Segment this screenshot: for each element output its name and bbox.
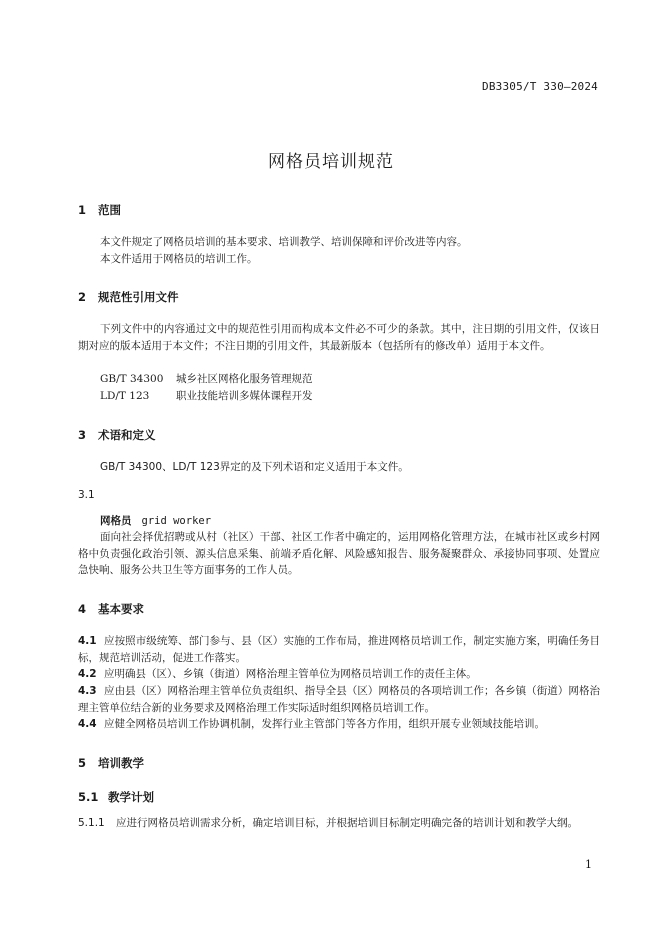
- requirement-item: [78, 716, 600, 733]
- section-5-heading: [78, 755, 144, 771]
- section-title: 范围: [98, 203, 121, 217]
- term-heading: [100, 513, 211, 528]
- terms-intro: GB/T 34300、LD/T 123界定的及下列术语和定义适用于本文件。: [100, 461, 409, 473]
- clause-text: 应明确县（区）、乡镇（街道）网格治理主管单位为网格员培训工作的责任主体。: [104, 668, 477, 680]
- scope-paragraph-1: 本文件规定了网格员培训的基本要求、培训教学、培训保障和评价改进等内容。: [100, 236, 468, 248]
- clause-text: 应健全网格员培训工作协调机制，发挥行业主管部门等各方作用，组织开展专业领域技能培训。: [104, 718, 545, 730]
- section-number: 3: [78, 428, 87, 442]
- clause-number: 4.2: [78, 668, 97, 680]
- section-number: 2: [78, 290, 87, 304]
- reference-item: [100, 388, 313, 405]
- section-2-heading: [78, 289, 179, 305]
- section-title: 基本要求: [98, 602, 144, 616]
- term-definition: 面向社会择优招聘或从村（社区）干部、社区工作者中确定的，运用网格化管理方法，在城市社区或乡村网格中负责强化政治引领、源头信息采集、前端矛盾化解、风险感知报告、服务凝聚群众、承接协同事项、处置应急快响、服务公共卫生等方面事务的工作人员。: [78, 531, 600, 576]
- clause-number: 4.3: [78, 685, 97, 697]
- document-title: 网格员培训规范: [268, 152, 394, 172]
- clause-number: 4.4: [78, 718, 97, 730]
- section-number: 5: [78, 756, 87, 770]
- term-english: grid worker: [141, 515, 212, 527]
- reference-item: [100, 371, 313, 388]
- subsection-5-1-heading: [78, 789, 154, 805]
- section-4-heading: [78, 601, 144, 617]
- term-chinese: 网格员: [100, 515, 132, 527]
- document-code: DB3305/T 330—2024: [482, 80, 598, 93]
- reference-code: LD/T 123: [100, 390, 150, 402]
- section-3-heading: [78, 427, 156, 443]
- section-number: 4: [78, 602, 87, 616]
- reference-name: 职业技能培训多媒体课程开发: [176, 390, 313, 402]
- section-number: 1: [78, 203, 87, 217]
- subsection-title: 教学计划: [108, 790, 154, 804]
- section-1-heading: [78, 202, 121, 218]
- clause-number: 5.1.1: [78, 817, 105, 829]
- subsection-number: 5.1: [78, 790, 99, 804]
- clause-5-1-1: [78, 815, 600, 832]
- reference-name: 城乡社区网格化服务管理规范: [176, 373, 313, 385]
- scope-paragraph-2: 本文件适用于网格员的培训工作。: [100, 253, 258, 265]
- clause-text: 应按照市级统筹、部门参与、县（区）实施的工作布局，推进网格员培训工作，制定实施方案，明确任务目标，规范培训活动，促进工作落实。: [78, 635, 600, 664]
- section-title: 规范性引用文件: [98, 290, 179, 304]
- clause-text: 应进行网格员培训需求分析，确定培训目标，并根据培训目标制定明确完备的培训计划和教学大纲。: [116, 817, 578, 829]
- reference-code: GB/T 34300: [100, 373, 164, 385]
- requirement-item: [78, 666, 600, 683]
- section-title: 术语和定义: [98, 428, 156, 442]
- requirement-item: [78, 683, 600, 716]
- section-title: 培训教学: [98, 756, 144, 770]
- clause-number: 4.1: [78, 635, 97, 647]
- page-number: 1: [585, 858, 592, 871]
- normative-references-intro: 下列文件中的内容通过文中的规范性引用而构成本文件必不可少的条款。其中，注日期的引用文件，仅该日期对应的版本适用于本文件；不注日期的引用文件，其最新版本（包括所有的修改单）适用于本文件。: [78, 323, 600, 352]
- clause-text: 应由县（区）网格治理主管单位负责组织、指导全县（区）网格员的各项培训工作；各乡镇（街道）网格治理主管单位结合新的业务要求及网格治理工作实际适时组织网格员培训工作。: [78, 685, 600, 714]
- requirement-item: [78, 633, 600, 666]
- clause-3-1-number: 3.1: [78, 489, 95, 501]
